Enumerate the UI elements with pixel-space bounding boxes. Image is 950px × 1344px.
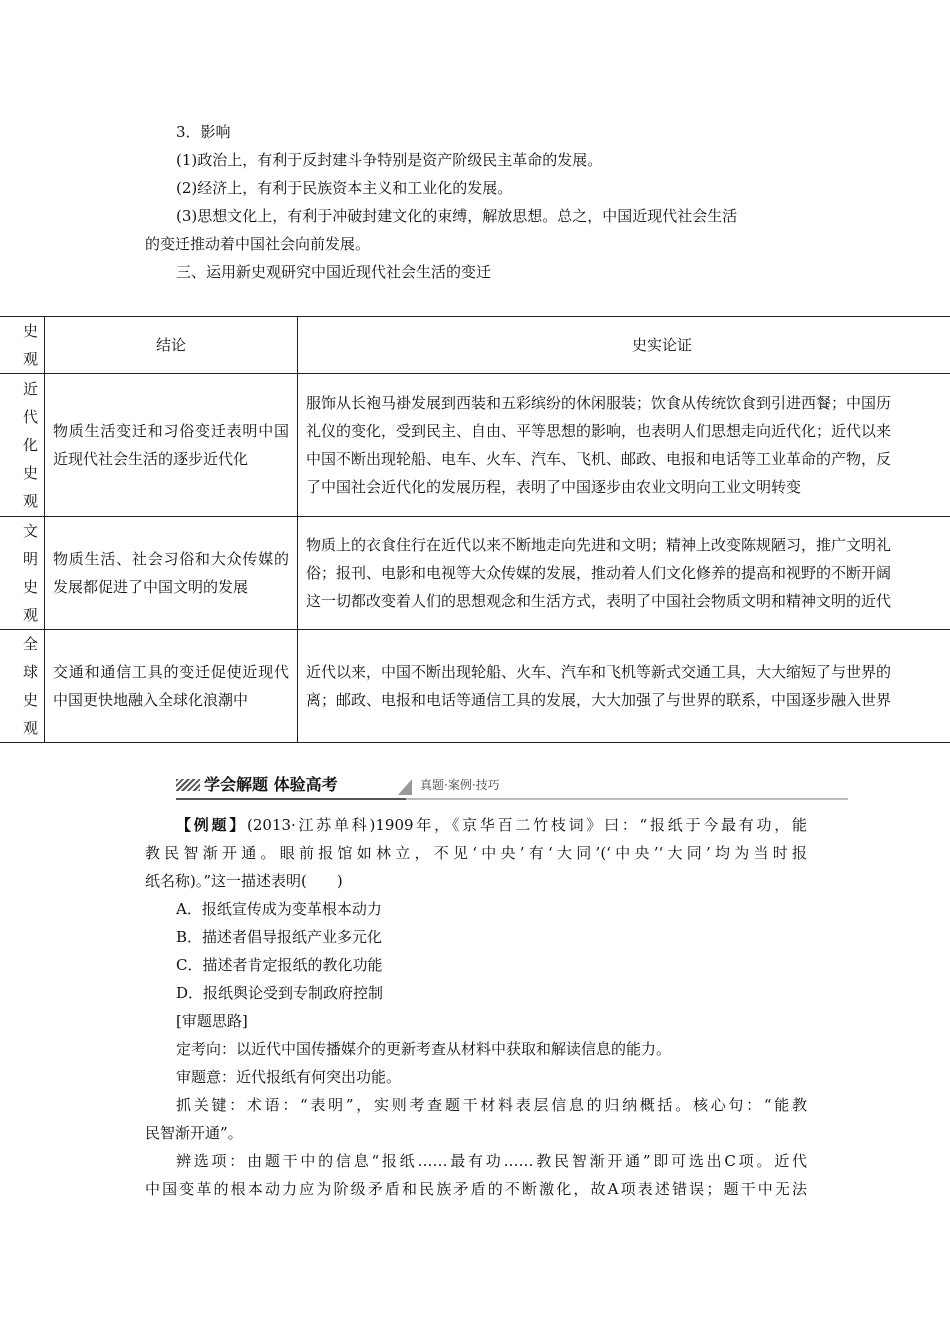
example-line-1 bbox=[176, 815, 807, 835]
analysis-options: 辨选项：由题干中的信息“报纸……最有功……教民智渐开通”即可选出C项。近代 bbox=[176, 1152, 807, 1170]
table-header-row bbox=[0, 317, 950, 374]
row-evidence bbox=[298, 630, 950, 743]
evidence-line: 服饰从长袍马褂发展到西装和五彩缤纷的休闲服装；饮食从传统饮食到引进西餐；中国历 bbox=[306, 394, 892, 412]
section-heading-sub: 真题·案例·技巧 bbox=[420, 778, 500, 792]
impact-cultural: (3)思想文化上，有利于冲破封建文化的束缚，解放思想。总之，中国近现代社会生活 bbox=[176, 207, 738, 225]
header-view: 史观 bbox=[22, 322, 38, 368]
table-row bbox=[0, 374, 950, 517]
evidence-line: 俗；报刊、电影和电视等大众传媒的发展，推动着人们文化修养的提高和视野的不断开阔 bbox=[306, 564, 892, 582]
option-a: A．报纸宣传成为变革根本动力 bbox=[176, 900, 382, 918]
heading-rule-dark bbox=[176, 798, 406, 800]
example-line-2: 教民智渐开通。眼前报馆如林立，不见‘中央’有‘大同’(‘中央’‘大同’均为当时报 bbox=[145, 844, 807, 862]
analysis-options-cont: 中国变革的根本动力应为阶级矛盾和民族矛盾的不断激化，故A项表述错误；题干中无法 bbox=[145, 1180, 807, 1198]
impact-economic: (2)经济上，有利于民族资本主义和工业化的发展。 bbox=[176, 179, 513, 197]
analysis-key: 抓关键：术语：“表明”，实则考查题干材料表层信息的归纳概括。核心句：“能教 bbox=[176, 1096, 807, 1114]
example-tag: 【例题】 bbox=[176, 816, 247, 834]
section3-title: 三、运用新史观研究中国近现代社会生活的变迁 bbox=[176, 263, 492, 281]
history-view-table-wrapper bbox=[0, 316, 950, 743]
stripe-icon bbox=[176, 779, 200, 791]
row-conclusion: 物质生活变迁和习俗变迁表明中国近现代社会生活的逐步近代化 bbox=[45, 374, 298, 517]
row-view: 全球史观 bbox=[22, 635, 38, 737]
evidence-line: 礼仪的变化，受到民主、自由、平等思想的影响，也表明人们思想走向近代化；近代以来 bbox=[306, 422, 892, 440]
example-line-3: 纸名称)。”这一描述表明( ) bbox=[145, 872, 343, 890]
row-evidence bbox=[298, 374, 950, 517]
row-conclusion: 交通和通信工具的变迁促使近现代中国更快地融入全球化浪潮中 bbox=[45, 630, 298, 743]
example-text: (2013·江苏单科)1909年，《京华百二竹枝词》曰：“报纸于今最有功，能 bbox=[247, 816, 807, 834]
evidence-line: 离；邮政、电报和电话等通信工具的发展，大大加强了与世界的联系，中国逐步融入世界 bbox=[306, 691, 892, 709]
option-d: D．报纸舆论受到专制政府控制 bbox=[176, 984, 384, 1002]
row-evidence bbox=[298, 517, 950, 630]
evidence-line: 这一切都改变着人们的思想观念和生活方式，表明了中国社会物质文明和精神文明的近代 bbox=[306, 592, 892, 610]
history-view-table bbox=[0, 316, 950, 743]
section-heading-main: 学会解题 体验高考 bbox=[204, 775, 338, 794]
analysis-title: [审题思路] bbox=[176, 1012, 248, 1030]
heading-rule-light bbox=[406, 798, 848, 800]
evidence-line: 中国不断出现轮船、电车、火车、汽车、飞机、邮政、电报和电话等工业革命的产物，反 bbox=[306, 450, 892, 468]
evidence-line: 了中国社会近代化的发展历程，表明了中国逐步由农业文明向工业文明转变 bbox=[306, 478, 802, 496]
section-heading bbox=[176, 773, 848, 803]
evidence-line: 近代以来，中国不断出现轮船、火车、汽车和飞机等新式交通工具，大大缩短了与世界的 bbox=[306, 663, 892, 681]
triangle-icon bbox=[398, 779, 412, 795]
row-view: 近代化史观 bbox=[22, 380, 38, 510]
option-c: C．描述者肯定报纸的教化功能 bbox=[176, 956, 383, 974]
analysis-key-cont: 民智渐开通”。 bbox=[145, 1124, 243, 1142]
row-view: 文明史观 bbox=[22, 522, 38, 624]
option-b: B．描述者倡导报纸产业多元化 bbox=[176, 928, 383, 946]
impact-title: 3．影响 bbox=[176, 123, 231, 141]
analysis-direction: 定考向：以近代中国传播媒介的更新考查从材料中获取和解读信息的能力。 bbox=[176, 1040, 672, 1058]
row-conclusion: 物质生活、社会习俗和大众传媒的发展都促进了中国文明的发展 bbox=[45, 517, 298, 630]
impact-cultural-cont: 的变迁推动着中国社会向前发展。 bbox=[145, 235, 371, 253]
evidence-line: 物质上的衣食住行在近代以来不断地走向先进和文明；精神上改变陈规陋习，推广文明礼 bbox=[306, 536, 892, 554]
header-conclusion: 结论 bbox=[45, 317, 298, 374]
table-row bbox=[0, 630, 950, 743]
header-evidence: 史实论证 bbox=[298, 317, 950, 374]
analysis-meaning: 审题意：近代报纸有何突出功能。 bbox=[176, 1068, 402, 1086]
impact-political: (1)政治上，有利于反封建斗争特别是资产阶级民主革命的发展。 bbox=[176, 151, 603, 169]
table-row bbox=[0, 517, 950, 630]
